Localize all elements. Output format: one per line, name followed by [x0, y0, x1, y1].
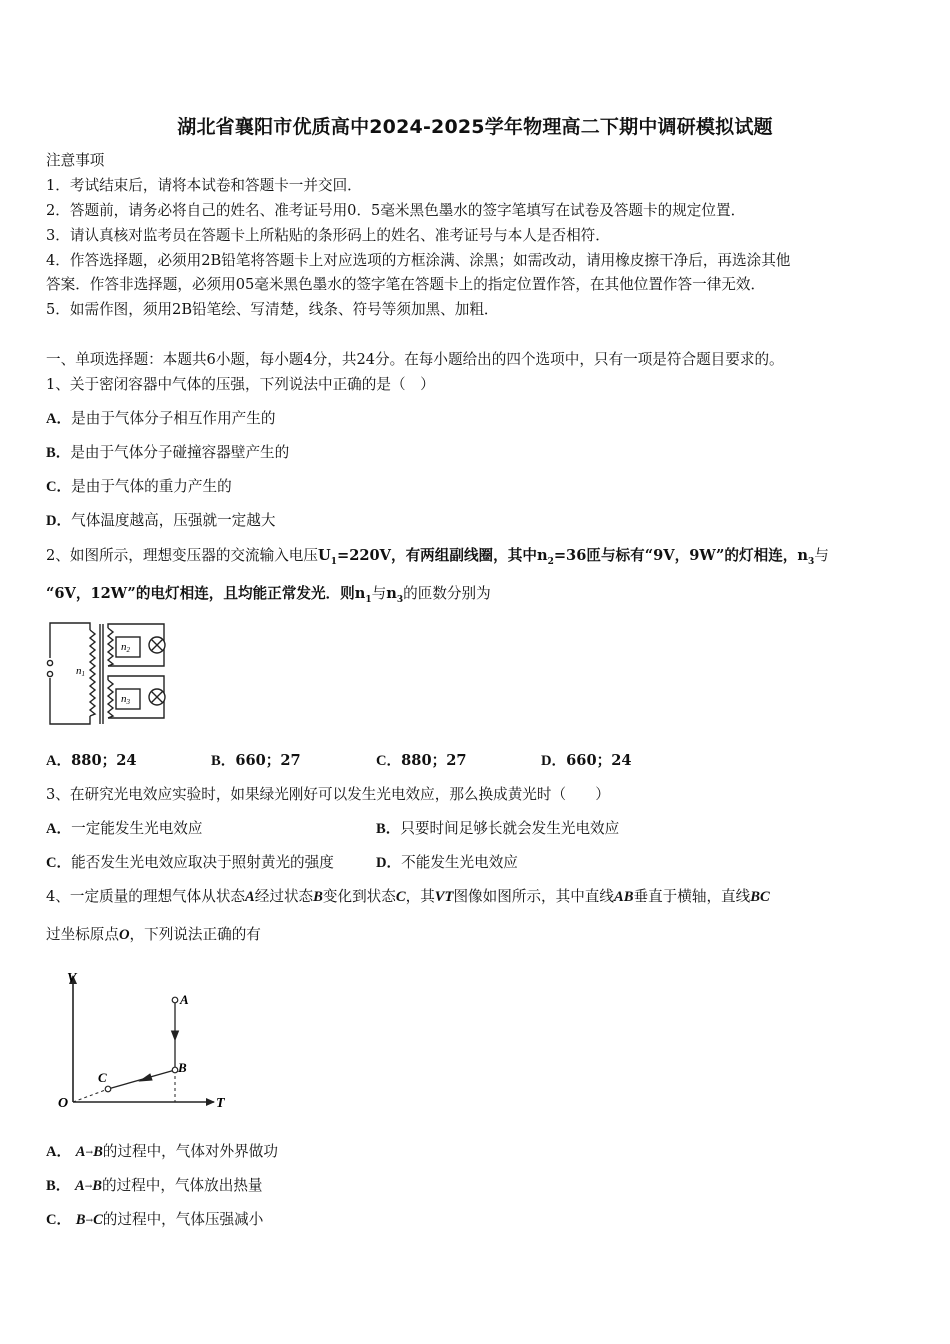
q4-stem-text: 变化到状态 [322, 888, 396, 905]
q3-stem: 3、在研究光电效应实验时，如果绿光刚好可以发生光电效应，那么换成黄光时（ ） [46, 786, 610, 803]
option-label: B． [376, 821, 401, 837]
q4-stem-text: 图像如图所示，其中直线 [453, 888, 614, 905]
option-label: B． [46, 1178, 71, 1194]
state-to: C [93, 1212, 103, 1228]
q4-stem-line2 [46, 925, 261, 945]
q2-option-b [211, 751, 301, 771]
option-text: 只要时间足够长就会发生光电效应 [400, 820, 620, 837]
q2-stem-text: 与 [371, 585, 387, 602]
option-text: 不能发生光电效应 [401, 854, 518, 871]
q2-stem-text: “6V，12W”的电灯相连，且均能正常发光．则 [46, 585, 355, 602]
state-c: C [395, 889, 406, 905]
option-text: 880；27 [401, 752, 467, 769]
ab-direction-arrow [172, 1031, 179, 1040]
option-text: 是由于气体分子相互作用产生的 [71, 410, 276, 427]
option-text: 880；24 [71, 752, 137, 769]
state-b: B [313, 889, 323, 905]
notice-item-2: 2．答题前，请务必将自己的姓名、准考证号用0．5毫米黑色墨水的签字笔填写在试卷及答题卡的规定位置． [46, 202, 746, 219]
point-c [105, 1086, 111, 1092]
option-text: 660；27 [235, 752, 301, 769]
n2-symbol: $n_2$ [536, 547, 554, 567]
q4-option-a [46, 1142, 278, 1163]
q4-option-b [46, 1176, 263, 1197]
q4-stem-text: ，其 [405, 888, 435, 905]
state-from: A [74, 1178, 85, 1194]
transformer-figure [42, 618, 172, 730]
q2-stem-text: =220V，有两组副线圈，其中 [336, 547, 537, 564]
option-text: 能否发生光电效应取决于照射黄光的强度 [71, 854, 334, 871]
u1-symbol: $U_1$ [317, 547, 337, 567]
arrow-icon: → [85, 1148, 94, 1158]
n1-label: n1 [76, 665, 85, 678]
arrow-icon: → [84, 1182, 93, 1192]
n1-symbol: $n_1$ [354, 585, 372, 605]
state-from: A [75, 1144, 86, 1160]
notice-item-4: 4．作答选择题，必须用2B铅笔将答题卡上对应选项的方框涂满、涂黑；如需改动，请用橡皮擦干净后，再选涂其他 [46, 252, 791, 269]
q4-stem-text: 垂直于横轴，直线 [633, 888, 751, 905]
v-axis-label: V [67, 971, 77, 986]
point-a [172, 997, 178, 1003]
state-to: B [92, 1178, 102, 1194]
option-label: A． [46, 411, 72, 427]
notice-heading: 注意事项 [46, 152, 105, 169]
q4-stem-text: 经过状态 [254, 888, 314, 905]
option-text: 是由于气体分子碰撞容器壁产生的 [70, 444, 290, 461]
q4-option-c [46, 1210, 263, 1231]
vt-symbol: VT [434, 889, 454, 905]
point-c-label: C [98, 1070, 107, 1085]
option-text: 的过程中，气体放出热量 [101, 1177, 263, 1194]
q4-stem-text: 4、一定质量的理想气体从状态 [46, 888, 246, 905]
q2-stem-line2 [46, 584, 491, 610]
q1-stem: 1、关于密闭容器中气体的压强，下列说法中正确的是（ ） [46, 376, 435, 393]
notice-item-5: 5．如需作图，须用2B铅笔绘、写清楚，线条、符号等须加黑、加粗． [46, 301, 499, 318]
n3-symbol: $n_3$ [797, 547, 815, 567]
q3-option-b [376, 819, 619, 839]
q4-stem-text: 过坐标原点 [46, 926, 119, 943]
line-bc: BC [750, 889, 770, 905]
notice-item-4-cont: 答案．作答非选择题，必须用05毫米黑色墨水的签字笔在答题卡上的指定位置作答，在其他位置作答一律无效． [46, 276, 766, 293]
bc-extension-dashed [73, 1089, 108, 1102]
secondary-coil-n2 [108, 628, 113, 666]
option-label: D． [541, 753, 567, 769]
option-label: D． [376, 855, 402, 871]
option-label: A． [46, 1144, 72, 1160]
input-terminal-bottom [47, 671, 52, 676]
option-text: 一定能发生光电效应 [71, 820, 203, 837]
section-heading: 一、单项选择题：本题共6小题，每小题4分，共24分。在每小题给出的四个选项中，只有一项是符合题目要求的。 [46, 351, 784, 368]
option-label: C． [46, 1212, 72, 1228]
option-label: C． [376, 753, 402, 769]
q2-stem-text: 的匝数分别为 [403, 585, 491, 602]
n3-label: n3 [121, 693, 130, 706]
notice-item-1: 1．考试结束后，请将本试卷和答题卡一并交回． [46, 177, 362, 194]
line-ab: AB [614, 889, 634, 905]
primary-wire-bottom [50, 678, 90, 724]
q2-option-d [541, 751, 632, 771]
bc-direction-arrow [140, 1074, 152, 1081]
input-terminal-top [47, 660, 52, 665]
q1-option-b [46, 443, 289, 463]
notice-item-3: 3．请认真核对监考员在答题卡上所粘贴的条形码上的姓名、准考证号与本人是否相符． [46, 227, 610, 244]
option-label: D． [46, 513, 72, 529]
q2-stem-text: 2、如图所示，理想变压器的交流输入电压 [46, 547, 318, 564]
origin-o: O [118, 927, 130, 943]
point-b-label: B [178, 1060, 187, 1075]
option-label: B． [46, 445, 71, 461]
primary-wire-top [50, 623, 90, 658]
q1-option-c [46, 477, 232, 497]
state-to: B [93, 1144, 103, 1160]
state-from: B [75, 1212, 86, 1228]
q2-stem-text: 与 [814, 547, 829, 564]
vt-graph-figure [52, 964, 242, 1116]
q2-option-c [376, 751, 467, 771]
q2-stem-text: =36匝与标有“9V，9W”的灯相连， [553, 547, 798, 564]
option-text: 660；24 [566, 752, 632, 769]
q4-stem-line1 [46, 887, 770, 907]
option-label: A． [46, 753, 72, 769]
q3-option-a [46, 819, 203, 839]
option-text: 是由于气体的重力产生的 [71, 478, 232, 495]
arrow-icon: → [85, 1216, 94, 1226]
t-axis-label: T [216, 1096, 225, 1111]
n2-label: n2 [121, 641, 130, 654]
q3-option-c [46, 853, 334, 873]
q1-option-a [46, 409, 275, 429]
option-text: 的过程中，气体对外界做功 [102, 1143, 278, 1160]
q1-option-d [46, 511, 275, 531]
state-a: A [245, 889, 255, 905]
page-title: 湖北省襄阳市优质高中2024-2025学年物理高二下期中调研模拟试题 [177, 116, 773, 138]
secondary-coil-n3 [108, 680, 113, 718]
point-b [172, 1067, 178, 1073]
q2-option-a [46, 751, 137, 771]
n3-symbol: $n_3$ [386, 585, 404, 605]
point-a-label: A [180, 992, 189, 1007]
option-label: B． [211, 753, 236, 769]
option-label: C． [46, 855, 72, 871]
option-label: A． [46, 821, 72, 837]
origin-label: O [58, 1096, 69, 1111]
option-text: 的过程中，气体压强减小 [102, 1211, 264, 1228]
option-text: 气体温度越高，压强就一定越大 [71, 512, 276, 529]
q4-stem-text: ，下列说法正确的有 [129, 926, 261, 943]
option-label: C． [46, 479, 72, 495]
primary-coil [90, 630, 95, 716]
q2-stem-line1 [46, 546, 829, 572]
q3-option-d [376, 853, 518, 873]
